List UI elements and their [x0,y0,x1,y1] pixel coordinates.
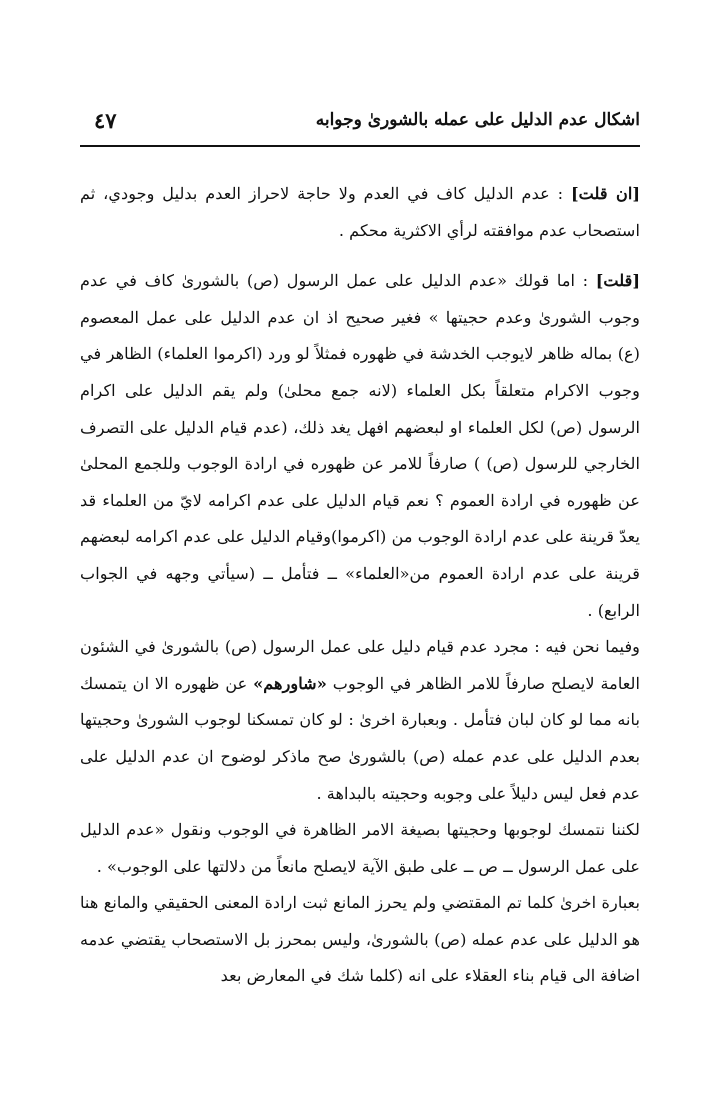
paragraph-text: وفيما نحن فيه : مجرد عدم قيام دليل على عمل الرسول (ص) بالشورىٰ في الشئون العامة لايصلح صارفاً للامر الظاهر في الوجوب [80,637,640,693]
paragraph-text: : اما قولك «عدم الدليل على عمل الرسول (ص) بالشورىٰ كاف في عدم وجوب الشورىٰ وعدم حجيتها » فغير صحيح اذ ان عدم الدليل على عمل المعصوم (ع) بماله ظاهر لايوجب الخدشة في ظهوره فمثلاً لو ورد (اكرموا العلماء) الظاهر في وجوب الاكرام متعلقاً بكل العلماء (لانه جمع محلىٰ) ولم يقم الدليل على اكرام الرسول (ص) لكل العلماء او لبعضهم افهل يغد ذلك، (عدم قيام الدليل على التصرف الخارجي للرسول (ص) ) صارفاً للامر عن ظهوره في ارادة الوجوب وللجمع المحلىٰ عن ظهوره في ارادة العموم ؟ نعم قيام الدليل على عدم اكرامه لايّ من العلماء قد يعدّ قرينة على عدم ارادة الوجوب من (اكرموا)وقيام الدليل على عدم اكرامه لبعضهم قرينة على عدم ارادة العموم من«العلماء» ــ فتأمل ــ (سيأتي وجهه في الجواب الرابع) . [80,271,640,620]
paragraph-qultu [80,263,640,629]
body-text [80,176,640,995]
paragraph-label: [ان قلت] [570,184,640,203]
page-number: ٤٧ [94,108,117,133]
paragraph-bi-ibara [80,885,640,995]
paragraph-lakinna [80,812,640,885]
running-header [80,104,640,140]
quoted-term-shawirhum: «شاورهم» [253,673,327,693]
running-title: اشكال عدم الدليل على عمله بالشورىٰ وجوابه [315,110,640,130]
paragraph-text: : عدم الدليل كاف في العدم ولا حاجة لاحراز العدم بدليل وجودي، ثم استصحاب عدم موافقته لرأي الاكثرية محكم . [80,184,640,240]
paragraph-text: عن ظهوره الا ان يتمسك بانه مما لو كان لبان فتأمل . وبعبارة اخرىٰ : لو كان تمسكنا لوجوب الشورىٰ وحجيتها بعدم الدليل على عدم عمله (ص) بالشورىٰ صح ماذكر لوضوح ان عدم الدليل على عدم فعل ليس دليلاً على وجوبه وحجيته بالبداهة . [80,673,640,803]
paragraph-label: [قلت] [595,271,640,291]
paragraph-text: بعبارة اخرىٰ كلما تم المقتضي ولم يحرز المانع ثبت ارادة المعنى الحقيقي والمانع هنا هو الدليل على عدم عمله (ص) بالشورىٰ، وليس بمحرز بل الاستصحاب يقتضي عدمه اضافة الى قيام بناء العقلاء على انه (كلما شك في المعارض بعد [80,893,640,986]
document-page [80,104,640,1084]
paragraph-wa-fima [80,629,640,812]
header-rule [80,145,640,147]
paragraph-text: لكننا نتمسك لوجوبها وحجيتها بصيغة الامر الظاهرة في الوجوب ونقول «عدم الدليل على عمل الرسول ــ ص ــ على طبق الآية لايصلح مانعاً من دلالتها على الوجوب» . [80,820,640,876]
paragraph-in-qulta [80,176,640,249]
